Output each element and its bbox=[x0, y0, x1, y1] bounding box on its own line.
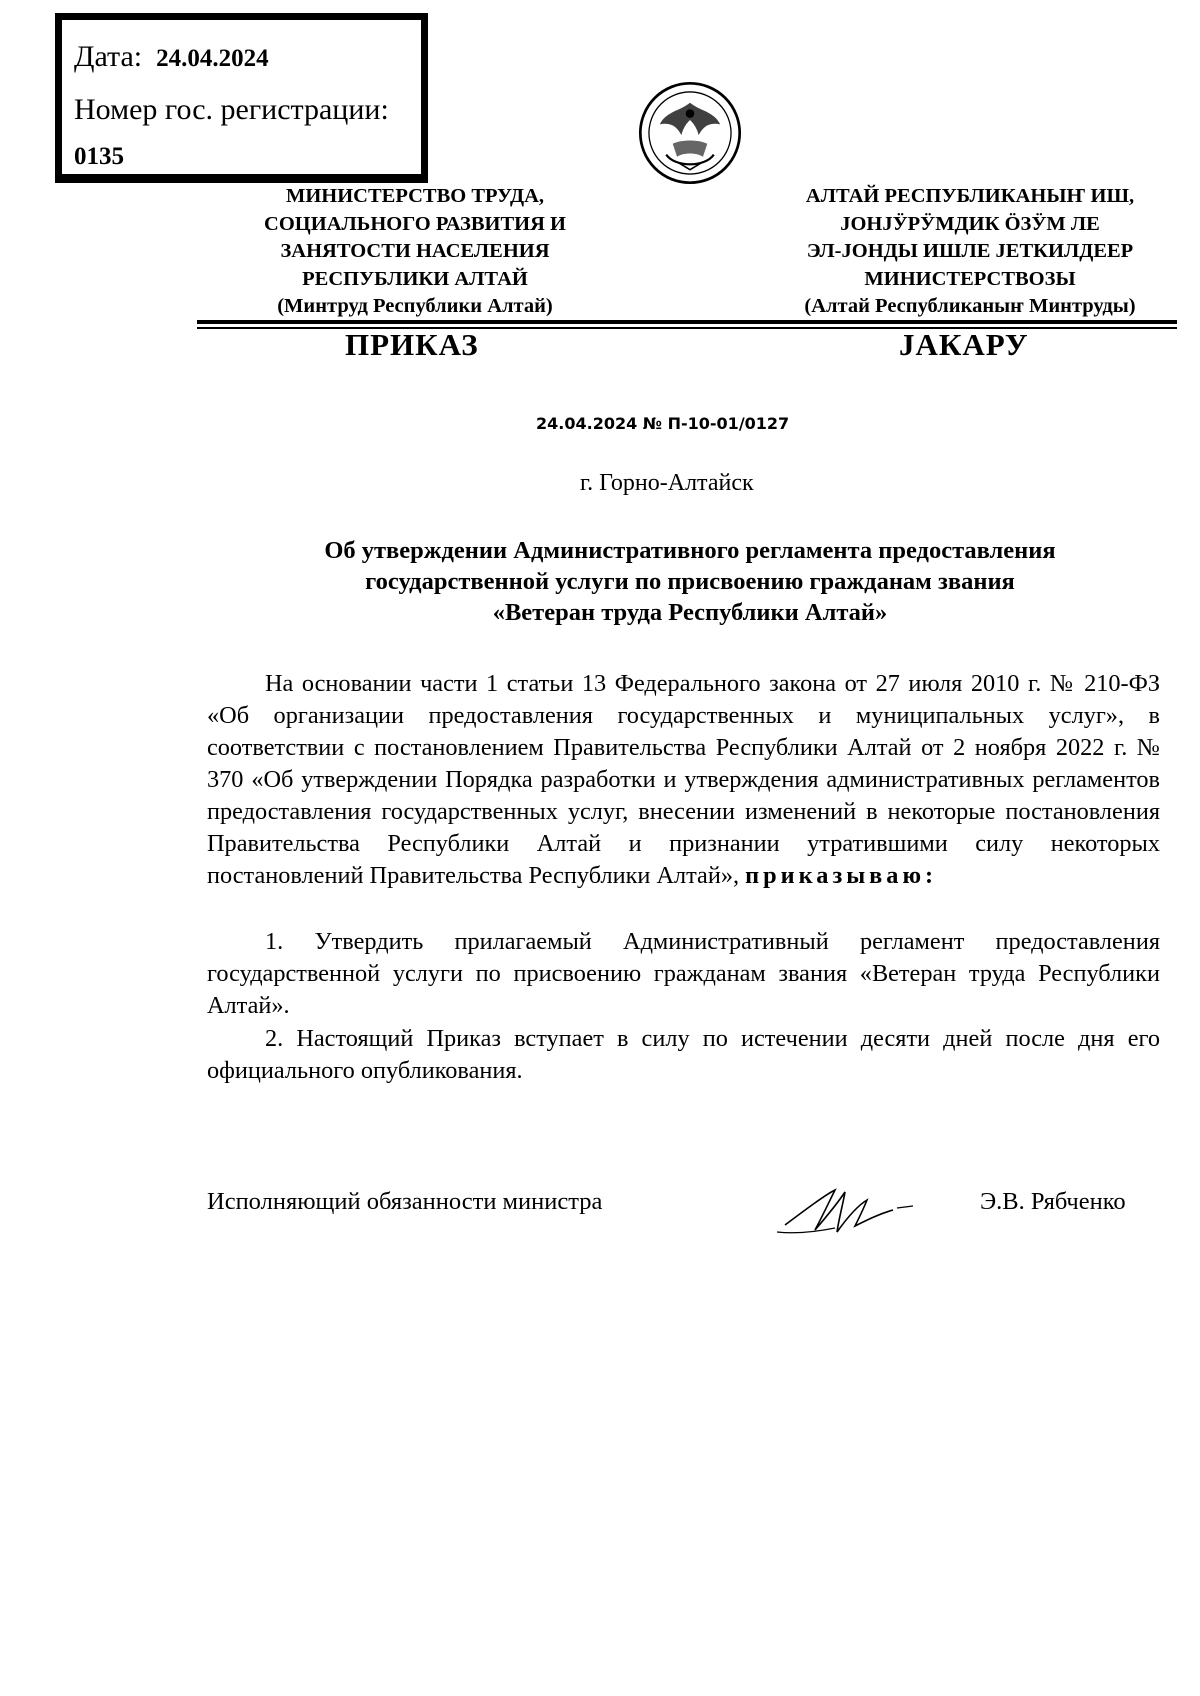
preamble-text: На основании части 1 статьи 13 Федерального закона от 27 июля 2010 г. № 210-ФЗ «Об организации предоставления государственных и муниципальных услуг», в соответствии с постановлением Правительства Республики Алтай от 2 ноября 2022 г. № 370 «Об утверждении Порядка разработки и утверждения административных регламентов предоставления государственных услуг, внесении изменений в некоторые постановления Правительства Республики Алтай и признании утратившими силу некоторых постановлений Правительства Республики Алтай», bbox=[207, 670, 1160, 889]
title-line: государственной услуги по присвоению гражданам звания bbox=[365, 568, 1015, 595]
order-verb: приказываю: bbox=[745, 862, 938, 889]
body-paragraph-item-2: 2. Настоящий Приказ вступает в силу по истечении десяти дней после дня его официального опубликования. bbox=[207, 1025, 1160, 1084]
registration-date-row bbox=[74, 40, 269, 74]
registration-number-label: Номер гос. регистрации: bbox=[74, 93, 389, 126]
ministry-name-line: РЕСПУБЛИКИ АЛТАЙ bbox=[302, 267, 528, 290]
ministry-name-altai bbox=[760, 183, 1180, 321]
document-number: 24.04.2024 № П-10-01/0127 bbox=[536, 414, 790, 433]
doc-type-altai: ЈАКАРУ bbox=[899, 327, 1029, 362]
signatory-name: Э.В. Рябченко bbox=[980, 1188, 1126, 1215]
ministry-short-name: (Алтай Республиканыҥ Минтруды) bbox=[804, 295, 1136, 317]
signatory-role: Исполняющий обязанности министра bbox=[207, 1188, 603, 1215]
title-line: Об утверждении Административного регламента предоставления bbox=[324, 537, 1056, 564]
ministry-name-line: ЈОНЈӰРӰМДИК ӦЗӰМ ЛЕ bbox=[840, 212, 1100, 235]
header-divider bbox=[197, 320, 1177, 324]
document-city: г. Горно-Алтайск bbox=[580, 470, 754, 496]
body-paragraph-item-1: 1. Утвердить прилагаемый Административный регламент предоставления государственной услуги по присвоению гражданам звания «Ветеран труда Республики Алтай». bbox=[207, 928, 1160, 1019]
doc-type-russian: ПРИКАЗ bbox=[345, 327, 479, 362]
ministry-name-line: СОЦИАЛЬНОГО РАЗВИТИЯ И bbox=[264, 212, 566, 235]
ministry-short-name: (Минтруд Республики Алтай) bbox=[277, 295, 553, 317]
ministry-name-line: ЗАНЯТОСТИ НАСЕЛЕНИЯ bbox=[280, 240, 550, 262]
registration-number-value: 0135 bbox=[74, 143, 124, 170]
ministry-name-line: МИНИСТЕРСТВОЗЫ bbox=[864, 267, 1076, 290]
body-paragraph-preamble bbox=[207, 668, 1160, 892]
title-line: «Ветеран труда Республики Алтай» bbox=[492, 599, 888, 626]
registration-date-value: 24.04.2024 bbox=[156, 45, 269, 72]
handwritten-signature bbox=[775, 1170, 915, 1242]
ministry-name-line: МИНИСТЕРСТВО ТРУДА, bbox=[285, 185, 545, 207]
registration-stamp bbox=[55, 13, 428, 183]
ministry-name-russian bbox=[200, 183, 630, 321]
altai-republic-emblem-icon bbox=[636, 79, 744, 187]
registration-date-label: Дата: bbox=[74, 40, 143, 73]
ministry-name-line: ЭЛ-ЈОНДЫ ИШЛЕ ЈЕТКИЛДЕЕР bbox=[806, 240, 1134, 262]
header-divider-thin bbox=[197, 327, 1177, 329]
document-title bbox=[200, 535, 1180, 628]
ministry-name-line: АЛТАЙ РЕСПУБЛИКАНЫҤ ИШ, bbox=[805, 185, 1135, 207]
